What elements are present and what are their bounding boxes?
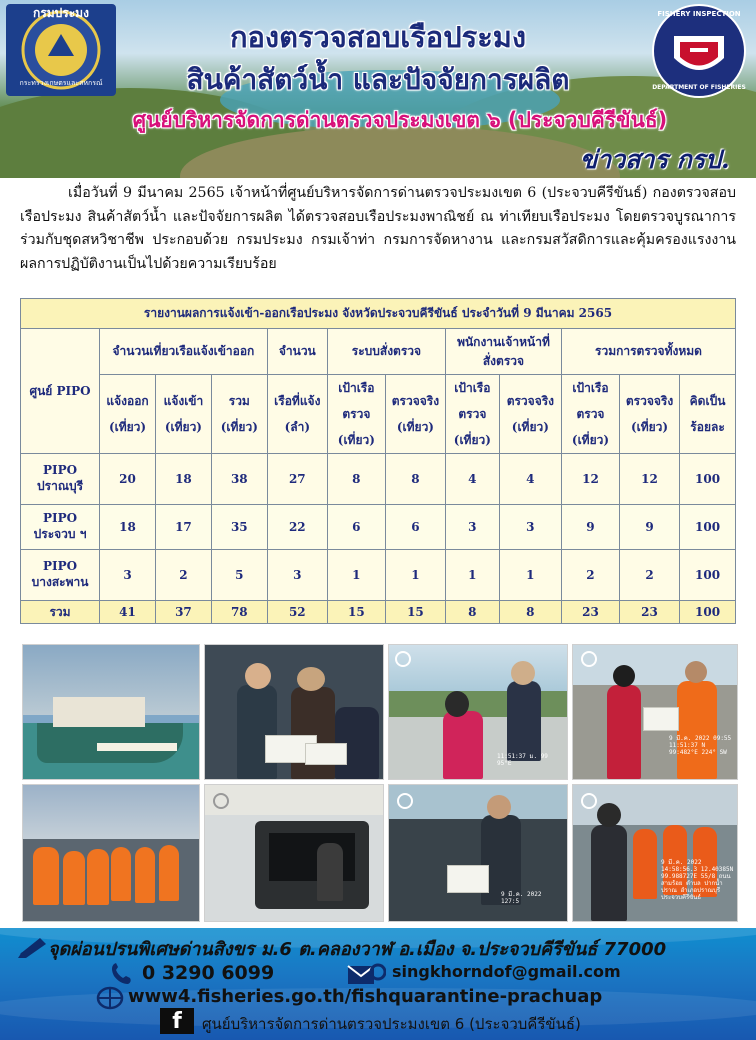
col-sum-header: รวม (เที่ยว)	[211, 375, 267, 454]
email-icon	[346, 962, 386, 986]
col-group-count: จำนวน	[267, 329, 327, 375]
cell-staff-actual: 8	[499, 601, 561, 624]
phone-icon	[108, 962, 136, 986]
cell-staff-target: 8	[445, 601, 499, 624]
logo-left-text: กรมประมง	[33, 6, 89, 20]
col-total-target-header: เป้าเรือ ตรวจ (เที่ยว)	[561, 375, 619, 454]
header-banner	[0, 0, 756, 178]
photo-timestamp: 9 มี.ค. 2022 09:55 11:51:37 N 99:482°E 224° SW	[669, 735, 732, 756]
col-staff-target-header: เป้าเรือ ตรวจ (เที่ยว)	[445, 375, 499, 454]
phone-number: 0 3290 6099	[142, 962, 275, 984]
cell-staff-target: 4	[445, 454, 499, 505]
cell-sys-target: 1	[327, 550, 385, 601]
table-row	[21, 505, 736, 550]
cell-sys-target: 6	[327, 505, 385, 550]
cell-sum: 38	[211, 454, 267, 505]
cell-percent: 100	[680, 505, 736, 550]
col-out-header: แจ้งออก (เที่ยว)	[100, 375, 156, 454]
col-staff-actual-header: ตรวจจริง (เที่ยว)	[499, 375, 561, 454]
col-center-header: ศูนย์ PIPO	[21, 329, 100, 454]
cell-in: 37	[155, 601, 211, 624]
cell-total-actual: 2	[619, 550, 679, 601]
cell-out: 20	[100, 454, 156, 505]
cell-out: 3	[100, 550, 156, 601]
title-line-1: กองตรวจสอบเรือประมง	[229, 20, 527, 54]
cell-sys-target: 8	[327, 454, 385, 505]
logo-right-top-text: FISHERY INSPECTION	[657, 10, 741, 18]
logo-right-bottom-text: DEPARTMENT OF FISHERIES	[652, 84, 746, 91]
cell-sys-actual: 6	[385, 505, 445, 550]
cell-in: 2	[155, 550, 211, 601]
cell-total-target: 9	[561, 505, 619, 550]
cell-boats: 27	[267, 454, 327, 505]
col-group-total: รวมการตรวจทั้งหมด	[561, 329, 735, 375]
row-center-name: PIPO ประจวบ ฯ	[21, 505, 100, 550]
cell-staff-actual: 4	[499, 454, 561, 505]
col-in-header: แจ้งเข้า (เที่ยว)	[155, 375, 211, 454]
table-caption: รายงานผลการแจ้งเข้า-ออกเรือประมง จังหวัดประจวบคีรีขันธ์ ประจำวันที่ 9 มีนาคม 2565	[21, 299, 736, 329]
cell-sum: 35	[211, 505, 267, 550]
col-group-inout: จำนวนเที่ยวเรือแจ้งเข้าออก	[100, 329, 268, 375]
col-group-staff: พนักงานเจ้าหน้าที่สั่งตรวจ	[445, 329, 561, 375]
cell-sys-actual: 1	[385, 550, 445, 601]
photo-timestamp: 9 มี.ค. 2022 127:5	[501, 891, 542, 905]
cell-staff-target: 1	[445, 550, 499, 601]
col-boats-header: เรือที่แจ้ง (ลำ)	[267, 375, 327, 454]
photo-boat-documents	[388, 784, 568, 922]
cell-sys-target: 15	[327, 601, 385, 624]
cell-boats: 22	[267, 505, 327, 550]
cell-staff-actual: 3	[499, 505, 561, 550]
cell-percent: 100	[680, 454, 736, 505]
photo-vehicle-check	[204, 784, 384, 922]
globe-icon	[96, 986, 124, 1010]
pencil-icon	[16, 934, 50, 960]
title-line-2: สินค้าสัตว์น้ำ และปัจจัยการผลิต	[186, 63, 570, 96]
email-address[interactable]: singkhorndof@gmail.com	[392, 962, 621, 981]
photo-harbor-team	[572, 644, 738, 780]
row-center-name: PIPO บางสะพาน	[21, 550, 100, 601]
website-link[interactable]: www4.fisheries.go.th/fishquarantine-prachuap	[128, 986, 603, 1007]
report-table	[20, 298, 736, 624]
cell-total-actual: 9	[619, 505, 679, 550]
cell-boats: 52	[267, 601, 327, 624]
address-text: จุดผ่อนปรนพิเศษด่านสิงขร ม.6 ต.คลองวาฬ อ.เมือง จ.ประจวบคีรีขันธ์ 77000	[48, 939, 667, 960]
cell-in: 18	[155, 454, 211, 505]
col-sys-target-header: เป้าเรือ ตรวจ (เที่ยว)	[327, 375, 385, 454]
intro-paragraph: เมื่อวันที่ 9 มีนาคม 2565 เจ้าหน้าที่ศูนย์บริหารจัดการด่านตรวจประมงเขต 6 (ประจวบคีรีขันธ์) กองตรวจสอบเรือประมง สินค้าสัตว์น้ำ และปัจจัยการผลิต ได้ตรวจสอบเรือประมงพาณิชย์ ณ ท่าเทียบเรือประมง โดยตรวจบูรณาการร่วมกับชุดสหวิชาชีพ ประกอบด้วย กรมประมง กรมเจ้าท่า กรมการจัดหางาน และกรมสวัสดิการและคุ้มครองแรงงาน ผลการปฏิบัติงานเป็นไปด้วยความเรียบร้อย	[20, 185, 736, 272]
photo-harbor-inspection	[572, 784, 738, 922]
cell-percent: 100	[680, 601, 736, 624]
facebook-icon: f	[160, 1008, 194, 1034]
photo-timestamp: 11:51:37 ม. 99 95°E	[497, 753, 548, 767]
cell-total-target: 23	[561, 601, 619, 624]
cell-total-target: 12	[561, 454, 619, 505]
cell-in: 17	[155, 505, 211, 550]
logo-left-subtext: กระทรวงเกษตรและสหกรณ์	[19, 79, 103, 87]
photo-pier-check	[388, 644, 568, 780]
table-row	[21, 454, 736, 505]
col-group-system: ระบบสั่งตรวจ	[327, 329, 445, 375]
cell-total-target: 2	[561, 550, 619, 601]
news-tag: ข่าวสาร กรป.	[580, 145, 730, 174]
cell-staff-target: 3	[445, 505, 499, 550]
row-center-name: PIPO ปราณบุรี	[21, 454, 100, 505]
total-label: รวม	[21, 601, 100, 624]
photo-timestamp: 9 มี.ค. 2022 14:58:56.3 12.40385N 99.988727E 55/8 ถนน สามร้อย ตำบล ปากน้ำปราณ อำเภอปราณบุรี ประจวบคีรีขันธ์	[661, 859, 734, 901]
photo-document-inspection	[204, 644, 384, 780]
cell-percent: 100	[680, 550, 736, 601]
cell-sys-actual: 15	[385, 601, 445, 624]
cell-sum: 5	[211, 550, 267, 601]
col-percent-header: คิดเป็น ร้อยละ	[680, 375, 736, 454]
cell-out: 41	[100, 601, 156, 624]
photo-fishing-boat	[22, 644, 200, 780]
cell-boats: 3	[267, 550, 327, 601]
cell-sys-actual: 8	[385, 454, 445, 505]
table-total-row	[21, 601, 736, 624]
cell-staff-actual: 1	[499, 550, 561, 601]
cell-sum: 78	[211, 601, 267, 624]
facebook-page[interactable]: ศูนย์บริหารจัดการด่านตรวจประมงเขต 6 (ประจวบคีรีขันธ์)	[202, 1015, 581, 1033]
cell-total-actual: 23	[619, 601, 679, 624]
table-row	[21, 550, 736, 601]
title-line-3: ศูนย์บริหารจัดการด่านตรวจประมงเขต ๖ (ประจวบคีรีขันธ์)	[132, 108, 668, 132]
cell-total-actual: 12	[619, 454, 679, 505]
col-sys-actual-header: ตรวจจริง (เที่ยว)	[385, 375, 445, 454]
cell-out: 18	[100, 505, 156, 550]
contact-footer	[0, 928, 756, 1040]
photo-crew-lineup	[22, 784, 200, 922]
col-total-actual-header: ตรวจจริง (เที่ยว)	[619, 375, 679, 454]
